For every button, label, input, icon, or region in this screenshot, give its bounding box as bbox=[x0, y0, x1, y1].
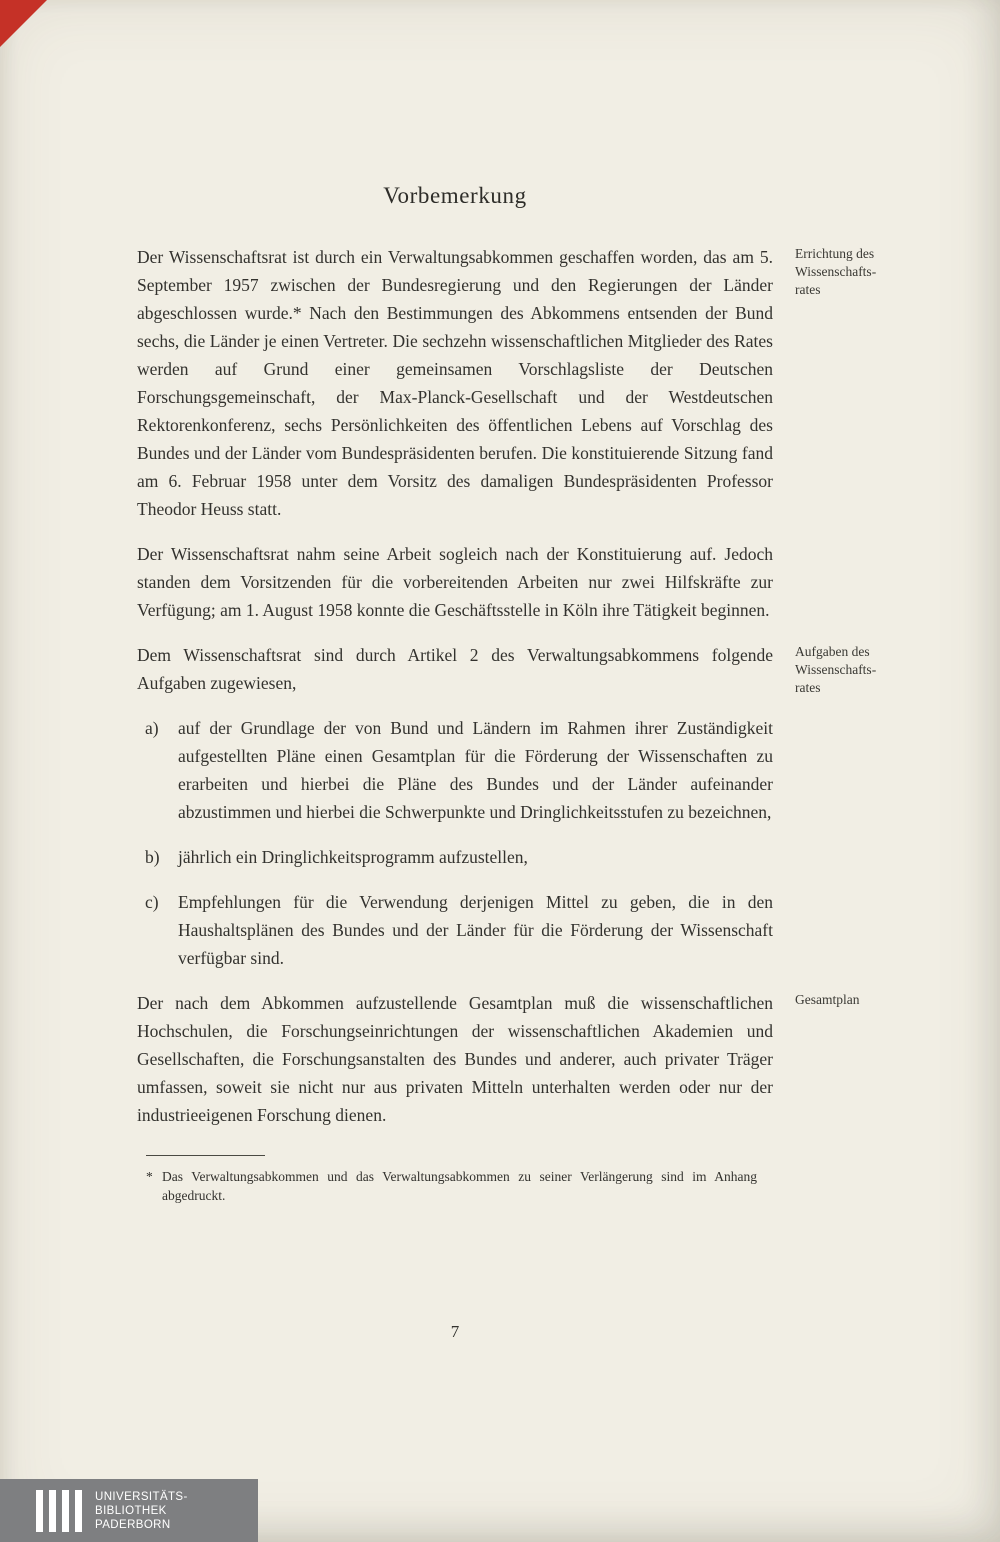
red-corner-mark bbox=[0, 0, 47, 47]
margin-note-line: Gesamtplan bbox=[795, 992, 860, 1007]
list-item-b bbox=[137, 843, 773, 871]
list-item-text: auf der Grundlage der von Bund und Ländern im Rahmen ihrer Zuständigkeit aufgestellten Pläne einen Gesamtplan für die Förderung der Wissenschaften zu erarbeiten und hierbei die Pläne des Bundes und der Länder aufeinander abzustimmen und hierbei die Schwerpunkte und Dringlichkeitsstufen zu bezeichnen, bbox=[178, 718, 773, 822]
library-logo-icon bbox=[36, 1490, 82, 1532]
paragraph-konstituierung bbox=[137, 540, 773, 624]
margin-note-line: rates bbox=[795, 282, 821, 297]
margin-note-gesamtplan bbox=[795, 991, 945, 1009]
margin-note-line: Wissenschafts- bbox=[795, 264, 877, 279]
page-number: 7 bbox=[450, 1322, 460, 1341]
list-marker: a) bbox=[145, 718, 159, 738]
paragraph-text: Der Wissenschaftsrat nahm seine Arbeit sogleich nach der Konstituierung auf. Jedoch standen dem Vorsitzenden für die vorbereitenden Arbeiten nur zwei Hilfskräfte zur Verfügung; am 1. August 1958 konnte die Geschäftsstelle in Köln ihre Tätigkeit beginnen. bbox=[137, 544, 773, 620]
margin-note-aufgaben bbox=[795, 643, 945, 697]
paragraph-gesamtplan bbox=[137, 989, 860, 1129]
margin-note-line: rates bbox=[795, 680, 821, 695]
text-column bbox=[137, 183, 877, 1205]
footnote bbox=[137, 1168, 757, 1205]
footnote-marker: * bbox=[146, 1169, 153, 1184]
library-stamp-text bbox=[95, 1490, 188, 1532]
margin-note-errichtung bbox=[795, 245, 945, 299]
margin-note-line: Errichtung des bbox=[795, 246, 875, 261]
footnote-text: Das Verwaltungsabkommen und das Verwaltungsabkommen zu seiner Verlängerung sind im Anhang abgedruckt. bbox=[162, 1169, 757, 1203]
library-stamp bbox=[0, 1479, 258, 1542]
paragraph-text: Der nach dem Abkommen aufzustellende Gesamtplan muß die wissenschaftlichen Hochschulen, die Forschungseinrichtungen der wissenschaftlichen Akademien und Gesellschaften, die Forschungsanstalten des Bundes und anderer, auch privater Träger umfassen, soweit sie nicht nur aus privaten Mitteln unterhalten werden oder nur der industrieeigenen Forschung dienen. bbox=[137, 993, 773, 1125]
library-stamp-line: BIBLIOTHEK bbox=[95, 1504, 167, 1517]
library-stamp-line: UNIVERSITÄTS- bbox=[95, 1490, 188, 1503]
margin-note-line: Aufgaben des bbox=[795, 644, 870, 659]
list-item-c bbox=[137, 888, 773, 972]
paragraph-text: Dem Wissenschaftsrat sind durch Artikel 2 des Verwaltungsabkommens folgende Aufgaben zugewiesen, bbox=[137, 645, 773, 693]
paragraph-aufgaben-intro bbox=[137, 641, 877, 697]
page-title: Vorbemerkung bbox=[383, 183, 527, 208]
list-marker: b) bbox=[145, 847, 160, 867]
footnote-block bbox=[137, 1155, 773, 1205]
paragraph-text: Der Wissenschaftsrat ist durch ein Verwaltungsabkommen geschaffen worden, das am 5. September 1957 zwischen der Bundesregierung und den Regierungen der Länder abgeschlossen wurde.* Nach den Bestimmungen des Abkommens entsenden der Bund sechs, die Länder je einen Vertreter. Die sechzehn wissenschaftlichen Mitglieder des Rates werden auf Grund einer gemeinsamen Vorschlagsliste der Deutschen Forschungsgemeinschaft, der Max-Planck-Gesellschaft und der Westdeutschen Rektorenkonferenz, sechs Persönlichkeiten des öffentlichen Lebens auf Vorschlag des Bundes und der Länder vom Bundespräsidenten berufen. Die konstituierende Sitzung fand am 6. Februar 1958 unter dem Vorsitz des damaligen Bundespräsidenten Professor Theodor Heuss statt. bbox=[137, 247, 773, 519]
margin-note-line: Wissenschafts- bbox=[795, 662, 877, 677]
list-item-text: Empfehlungen für die Verwendung derjenigen Mittel zu geben, die in den Haushaltsplänen des Bundes und der Länder für die Förderung der Wissenschaft verfügbar sind. bbox=[178, 892, 773, 968]
list-item-text: jährlich ein Dringlichkeitsprogramm aufzustellen, bbox=[178, 847, 528, 867]
list-marker: c) bbox=[145, 892, 159, 912]
library-stamp-line: PADERBORN bbox=[95, 1518, 171, 1531]
list-item-a bbox=[137, 714, 773, 826]
footnote-divider bbox=[146, 1155, 265, 1156]
paragraph-errichtung bbox=[137, 243, 877, 523]
